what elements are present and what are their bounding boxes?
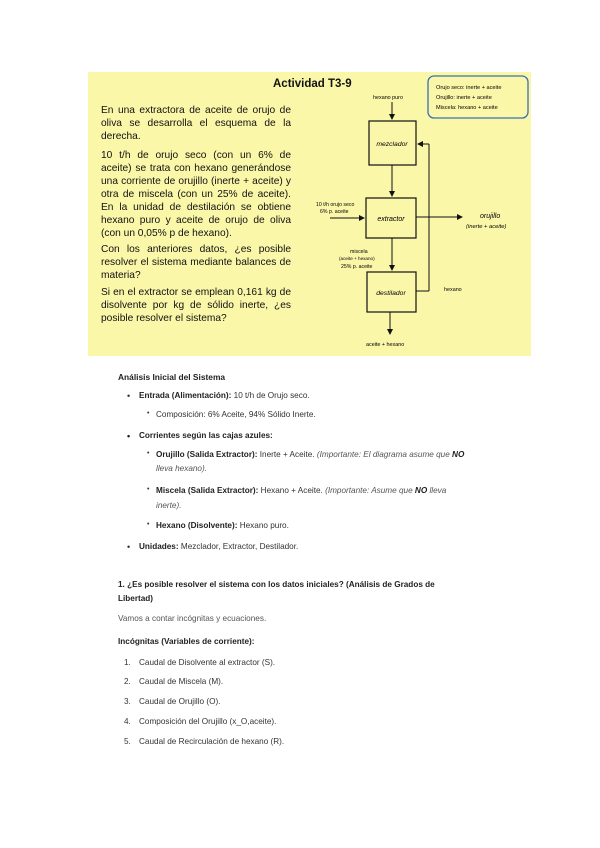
unidades-item: [139, 542, 298, 551]
composicion-item: • Composición: 6% Aceite, 94% Sólido Inerte.: [156, 410, 316, 419]
extractor-label: extractor: [377, 216, 405, 223]
distiller-label: destilador: [376, 290, 406, 297]
orujillo-label: orujillo: [480, 213, 501, 220]
unidades-label: Unidades:: [139, 542, 179, 551]
feed-label-1: 10 t/h orujo seco: [316, 202, 355, 208]
problem-paragraph-4: Si en el extractor se emplean 0,161 kg de disolvente por kg de sólido inerte, ¿es posible resolver el sistema?: [101, 287, 291, 324]
miscela-note-c: inerte).: [156, 501, 182, 510]
miscela-pct: 25% p. aceite: [341, 264, 373, 270]
problem-paragraph-2: 10 t/h de orujo seco (con un 6% de aceite) se trata con hexano generándose una corriente de orujillo (inerte + aceite) y otra de miscela (con un 25% de aceite). En la unidad de destilación se obtiene hexano puro y aceite de orujo de oliva (con un 0,05% p de hexano).: [101, 150, 291, 239]
analysis-heading: Análisis Inicial del Sistema: [118, 372, 226, 382]
legend-line-2: Orujillo: inerte + aceite: [436, 95, 492, 101]
miscela-comp: (aceite + hexano): [339, 256, 375, 261]
entrada-item: [139, 391, 310, 400]
feed-label-2: 6% p. aceite: [320, 209, 349, 215]
unknown-item: 2. Caudal de Miscela (M).: [124, 677, 224, 686]
unidades-value: Mezclador, Extractor, Destilador.: [180, 542, 299, 551]
activity-title: Actividad T3-9: [273, 78, 352, 90]
unknown-item: 3. Caudal de Orujillo (O).: [124, 697, 221, 706]
miscela-stream-value: Hexano + Aceite.: [260, 486, 323, 495]
product-label: aceite + hexano: [366, 342, 405, 348]
process-diagram: [300, 75, 531, 355]
unknowns-heading: Incógnitas (Variables de corriente):: [118, 637, 255, 646]
orujillo-note-no: NO: [452, 450, 465, 459]
hexano-item: [156, 521, 289, 530]
miscela-label: miscela: [350, 249, 368, 255]
question1-intro: Vamos a contar incógnitas y ecuaciones.: [118, 614, 267, 623]
hexano-label: hexano: [444, 287, 462, 293]
miscela-item: [156, 486, 446, 495]
hexano-puro-label: hexano puro: [373, 95, 403, 101]
hexano-stream-value: Hexano puro.: [239, 521, 289, 530]
unknown-item: 4. Composición del Orujillo (x_O,aceite).: [124, 717, 277, 726]
question1-title-b: Libertad): [118, 594, 154, 603]
orujillo-comp: (inerte + aceite): [466, 224, 507, 230]
miscela-stream-label: Miscela (Salida Extractor):: [156, 486, 259, 495]
mixer-label: mezclador: [376, 141, 408, 148]
legend-line-1: Orujo seco: inerte + aceite: [436, 85, 502, 91]
orujillo-note-b: lleva hexano).: [156, 464, 207, 473]
hexano-stream-label: Hexano (Disolvente):: [156, 521, 238, 530]
unknown-item: 1. Caudal de Disolvente al extractor (S).: [124, 658, 276, 667]
orujillo-stream-label: Orujillo (Salida Extractor):: [156, 450, 258, 459]
orujillo-note-a: (Importante: El diagrama asume que: [316, 450, 450, 459]
problem-paragraph-3: Con los anteriores datos, ¿es posible resolver el sistema mediante balances de materia?: [101, 244, 291, 281]
unknown-item: 5. Caudal de Recirculación de hexano (R).: [124, 737, 285, 746]
entrada-label: Entrada (Alimentación):: [139, 391, 232, 400]
orujillo-item: [156, 450, 464, 459]
problem-paragraph-1: En una extractora de aceite de orujo de oliva se desarrolla el esquema de la derecha.: [101, 105, 291, 142]
miscela-note-b: lleva: [429, 486, 447, 495]
miscela-note-no: NO: [414, 486, 428, 495]
entrada-value: 10 t/h de Orujo seco.: [233, 391, 310, 400]
miscela-note-a: (Importante: Asume que: [325, 486, 413, 495]
orujillo-stream-value: Inerte + Aceite.: [259, 450, 315, 459]
corrientes-item: • Corrientes según las cajas azules:: [139, 431, 273, 440]
question1-title-a: 1. ¿Es posible resolver el sistema con los datos iniciales? (Análisis de Grados de: [118, 580, 435, 589]
legend-line-3: Miscela: hexano + aceite: [436, 105, 498, 111]
